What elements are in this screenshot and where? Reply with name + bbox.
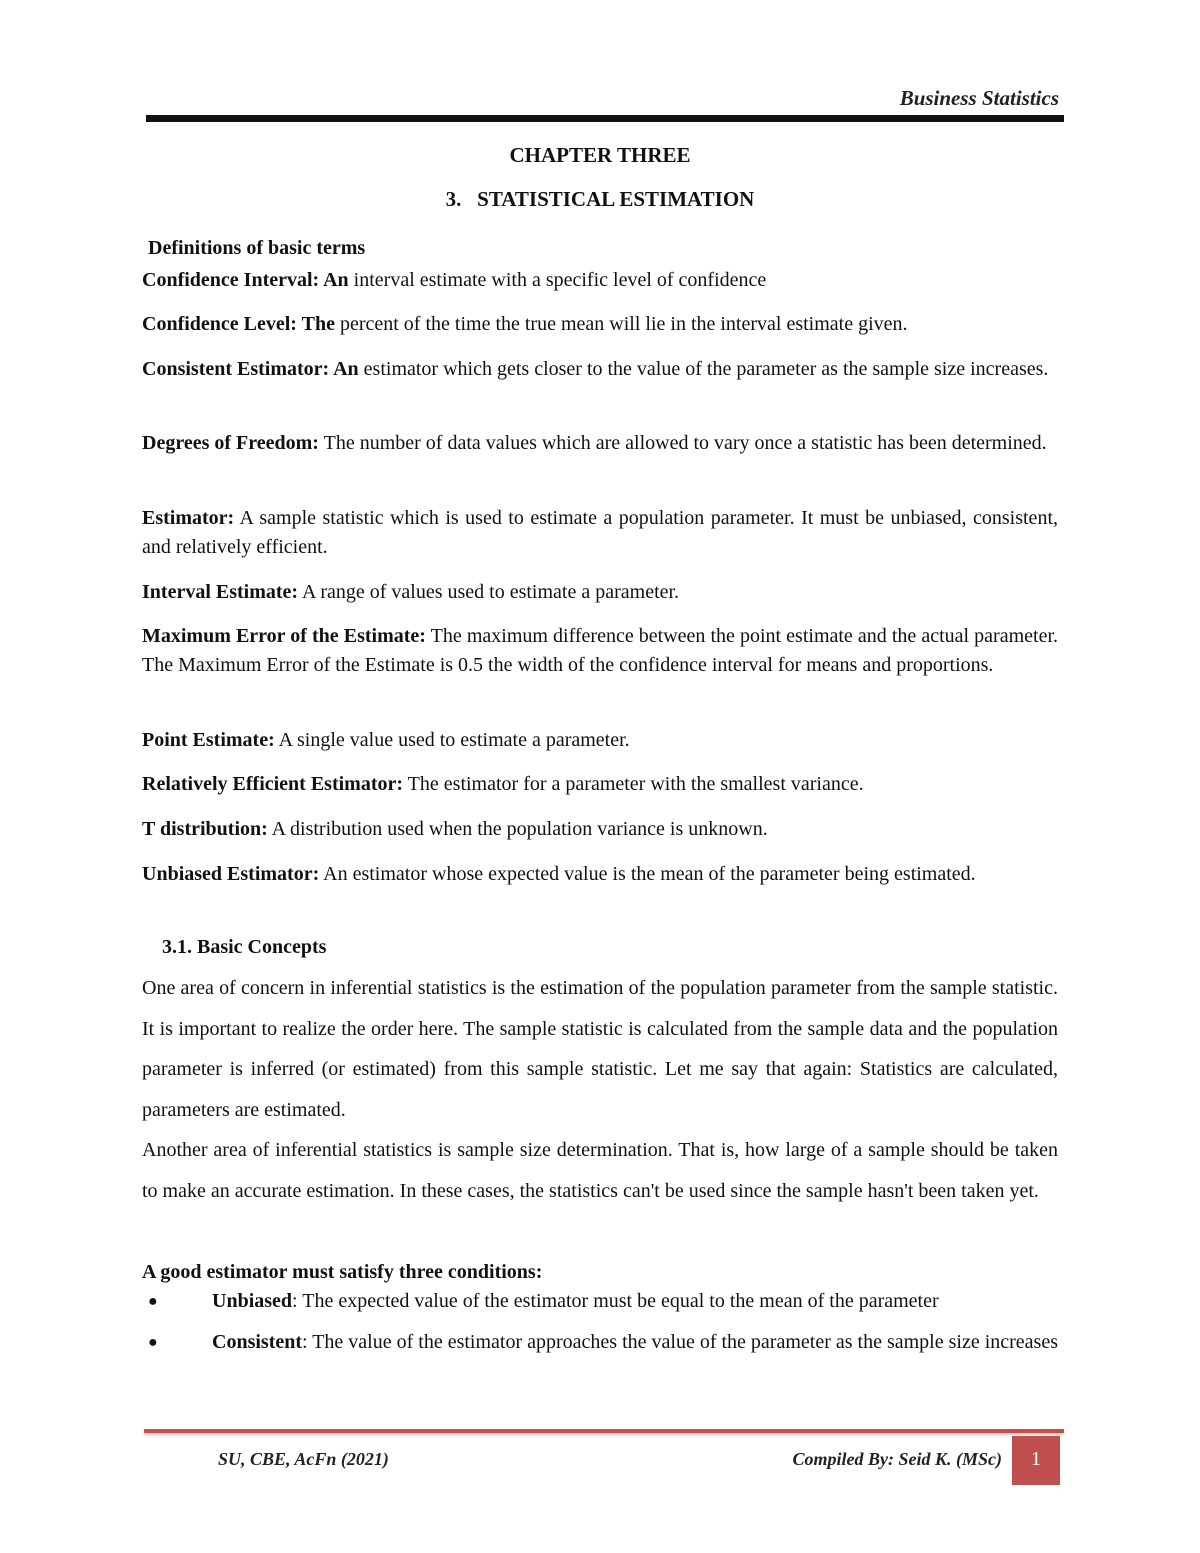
definition-term: Relatively Efficient Estimator: <box>142 773 404 795</box>
paragraph-2: Another area of inferential statistics is sample size determination. That is, how large of a sample should be taken to make an accurate estimation. In these cases, the statistics can't be used since the sample hasn't been taken yet. <box>142 1139 1058 1202</box>
definition-item <box>142 815 1058 844</box>
definition-term: Confidence Level: The <box>142 313 335 335</box>
definition-text: estimator which gets closer to the value of the parameter as the sample size increases. <box>358 358 1049 380</box>
definition-item <box>142 622 1058 680</box>
section-heading: 3.1. Basic Concepts <box>162 936 327 958</box>
definition-item <box>142 726 1058 755</box>
definition-item <box>142 770 1058 799</box>
definition-text: percent of the time the true mean will lie in the interval estimate given. <box>334 313 908 335</box>
definition-text: The maximum difference between the point estimate and the actual parameter. The Maximum Error of the Estimate is 0.5 the width of the confidence interval for means and proportions. <box>142 625 1058 676</box>
definition-text: A sample statistic which is used to estimate a population parameter. It must be unbiased, consistent, and relatively efficient. <box>142 507 1058 558</box>
definitions-heading: Definitions of basic terms <box>148 237 366 259</box>
definition-text: The estimator for a parameter with the smallest variance. <box>403 773 864 795</box>
footer-rule <box>144 1429 1064 1433</box>
bullet-desc: : The value of the estimator approaches the value of the parameter as the sample size increases <box>302 1331 1058 1353</box>
definition-text: interval estimate with a specific level of confidence <box>348 269 767 291</box>
definition-item <box>142 860 1058 889</box>
definition-term: T distribution: <box>142 818 268 840</box>
definition-text: A single value used to estimate a parameter. <box>274 729 630 751</box>
definition-term: Unbiased Estimator: <box>142 863 320 885</box>
definition-text: A distribution used when the population variance is unknown. <box>267 818 768 840</box>
definition-term: Confidence Interval: An <box>142 269 349 291</box>
definition-term: Point Estimate: <box>142 729 275 751</box>
definition-item <box>142 310 1058 339</box>
definition-term: Interval Estimate: <box>142 581 299 603</box>
footer-left-text: SU, CBE, AcFn (2021) <box>218 1449 389 1469</box>
bullet-desc: : The expected value of the estimator must be equal to the mean of the parameter <box>292 1290 939 1312</box>
definition-term: Maximum Error of the Estimate: <box>142 625 426 647</box>
definition-text: A range of values used to estimate a parameter. <box>298 581 680 603</box>
definition-term: Degrees of Freedom: <box>142 432 319 454</box>
paragraph-1: One area of concern in inferential statistics is the estimation of the population parameter from the sample statistic. It is important to realize the order here. The sample statistic is calculated from the sample data and the population parameter is inferred (or estimated) from this sample statistic. Let me say that again: Statistics are calculated, parameters are estimated. <box>142 977 1058 1121</box>
bullet-term: Unbiased <box>212 1290 293 1312</box>
bullet-term: Consistent <box>212 1331 303 1353</box>
section-title: 3. STATISTICAL ESTIMATION <box>445 187 755 211</box>
bullet-text <box>212 1329 1058 1356</box>
bullet-text <box>212 1288 1058 1315</box>
bullet-icon: ● <box>148 1293 158 1310</box>
running-header-title: Business Statistics <box>899 86 1059 110</box>
definition-item <box>142 504 1058 562</box>
bullet-icon: ● <box>148 1334 158 1351</box>
header-rule <box>146 115 1064 122</box>
definition-item <box>142 266 1058 295</box>
definition-item <box>142 578 1058 607</box>
definition-term: Consistent Estimator: An <box>142 358 359 380</box>
definition-text: The number of data values which are allowed to vary once a statistic has been determined. <box>318 432 1047 454</box>
page-number: 1 <box>1012 1436 1060 1485</box>
definition-text: An estimator whose expected value is the mean of the parameter being estimated. <box>319 863 976 885</box>
conditions-heading: A good estimator must satisfy three conditions: <box>142 1261 543 1283</box>
definition-term: Estimator: <box>142 507 235 529</box>
footer-author: Compiled By: Seid K. (MSc) <box>792 1449 1002 1469</box>
definition-item <box>142 429 1058 458</box>
chapter-title: CHAPTER THREE <box>509 143 691 167</box>
definition-item <box>142 355 1058 384</box>
